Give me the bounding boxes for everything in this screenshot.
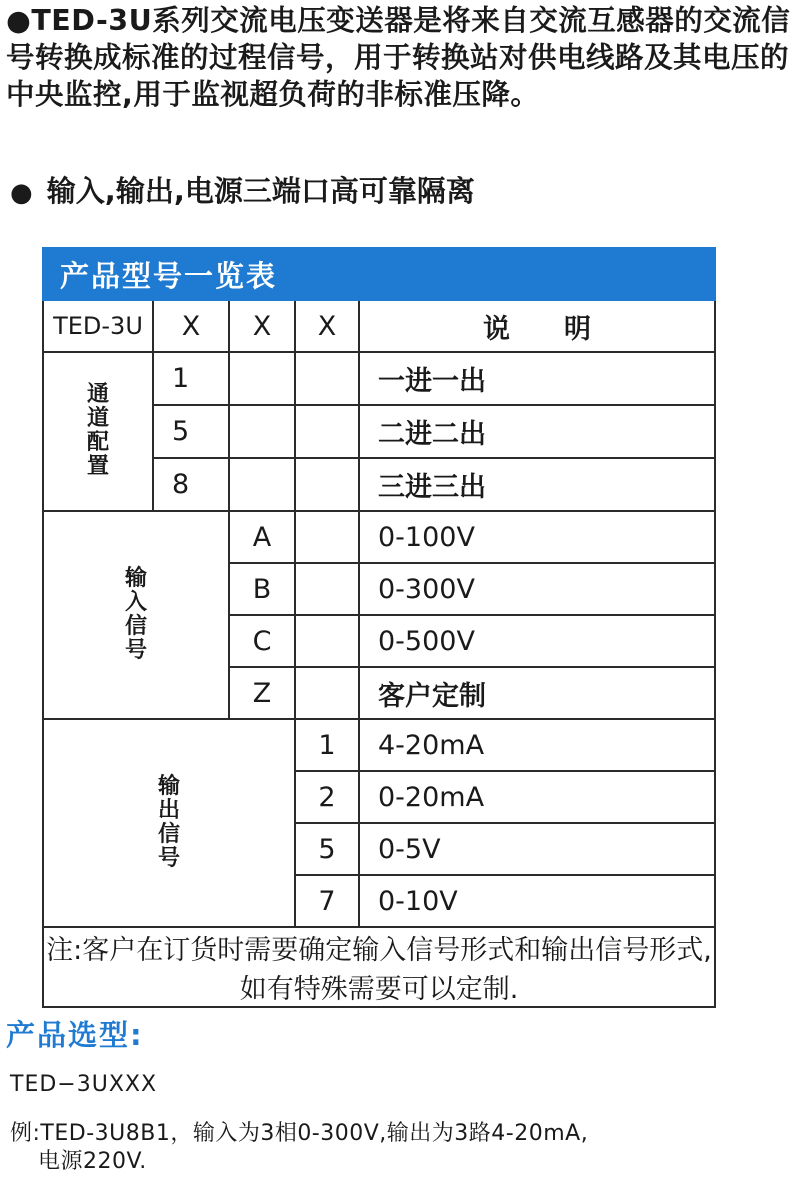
output-label-cell [43, 719, 295, 927]
model-header: TED-3U [43, 300, 153, 352]
output-desc: 0-20mA [359, 771, 715, 823]
empty-cell [295, 667, 359, 719]
empty-cell [295, 615, 359, 667]
input-desc: 客户定制 [359, 667, 715, 719]
example-line-1: 例:TED-3U8B1，输入为3相0-300V,输出为3路4-20mA, [10, 1121, 589, 1146]
empty-cell [229, 405, 295, 458]
model-pattern: TED−3UXXX [10, 1072, 158, 1097]
example-block [10, 1120, 588, 1176]
example-line-2: 电源220V. [38, 1149, 147, 1174]
empty-cell [229, 352, 295, 405]
input-code: Z [229, 667, 295, 719]
model-table [42, 247, 716, 1008]
intro-paragraph: ●TED-3U系列交流电压变送器是将来自交流互感器的交流信号转换成标准的过程信号，用于转换站对供电线路及其电压的中央监控,用于监视超负荷的非标准压降。 [6, 4, 791, 111]
channel-label-cell [43, 352, 153, 511]
output-label: 输出信号 [157, 773, 180, 871]
bullet-dot: ● [10, 178, 33, 208]
empty-cell [295, 563, 359, 615]
channel-label: 通道配置 [86, 382, 109, 479]
desc-header: 说 明 [359, 300, 715, 352]
channel-desc: 一进一出 [359, 352, 715, 405]
channel-desc: 二进二出 [359, 405, 715, 458]
input-desc: 0-500V [359, 615, 715, 667]
channel-code: 8 [153, 458, 229, 511]
input-code: A [229, 511, 295, 563]
output-code: 5 [295, 823, 359, 875]
x2-header: X [229, 300, 295, 352]
input-code: B [229, 563, 295, 615]
intro-block [6, 2, 798, 113]
channel-code: 5 [153, 405, 229, 458]
output-desc: 0-5V [359, 823, 715, 875]
table-note: 注:客户在订货时需要确定输入信号形式和输出信号形式,如有特殊需要可以定制. [43, 927, 715, 1007]
channel-code: 1 [153, 352, 229, 405]
output-code: 1 [295, 719, 359, 771]
output-desc: 4-20mA [359, 719, 715, 771]
empty-cell [295, 405, 359, 458]
empty-cell [295, 352, 359, 405]
x1-header: X [153, 300, 229, 352]
input-label-cell [43, 511, 229, 719]
output-code: 7 [295, 875, 359, 927]
isolation-text: 输入,输出,电源三端口高可靠隔离 [46, 174, 475, 208]
input-desc: 0-100V [359, 511, 715, 563]
empty-cell [229, 458, 295, 511]
selection-title: 产品选型: [6, 1018, 144, 1052]
input-desc: 0-300V [359, 563, 715, 615]
empty-cell [295, 458, 359, 511]
x3-header: X [295, 300, 359, 352]
isolation-bullet [10, 172, 475, 212]
empty-cell [295, 511, 359, 563]
input-code: C [229, 615, 295, 667]
channel-desc: 三进三出 [359, 458, 715, 511]
output-desc: 0-10V [359, 875, 715, 927]
input-label: 输入信号 [124, 565, 147, 663]
table-title: 产品型号一览表 [43, 248, 715, 300]
output-code: 2 [295, 771, 359, 823]
